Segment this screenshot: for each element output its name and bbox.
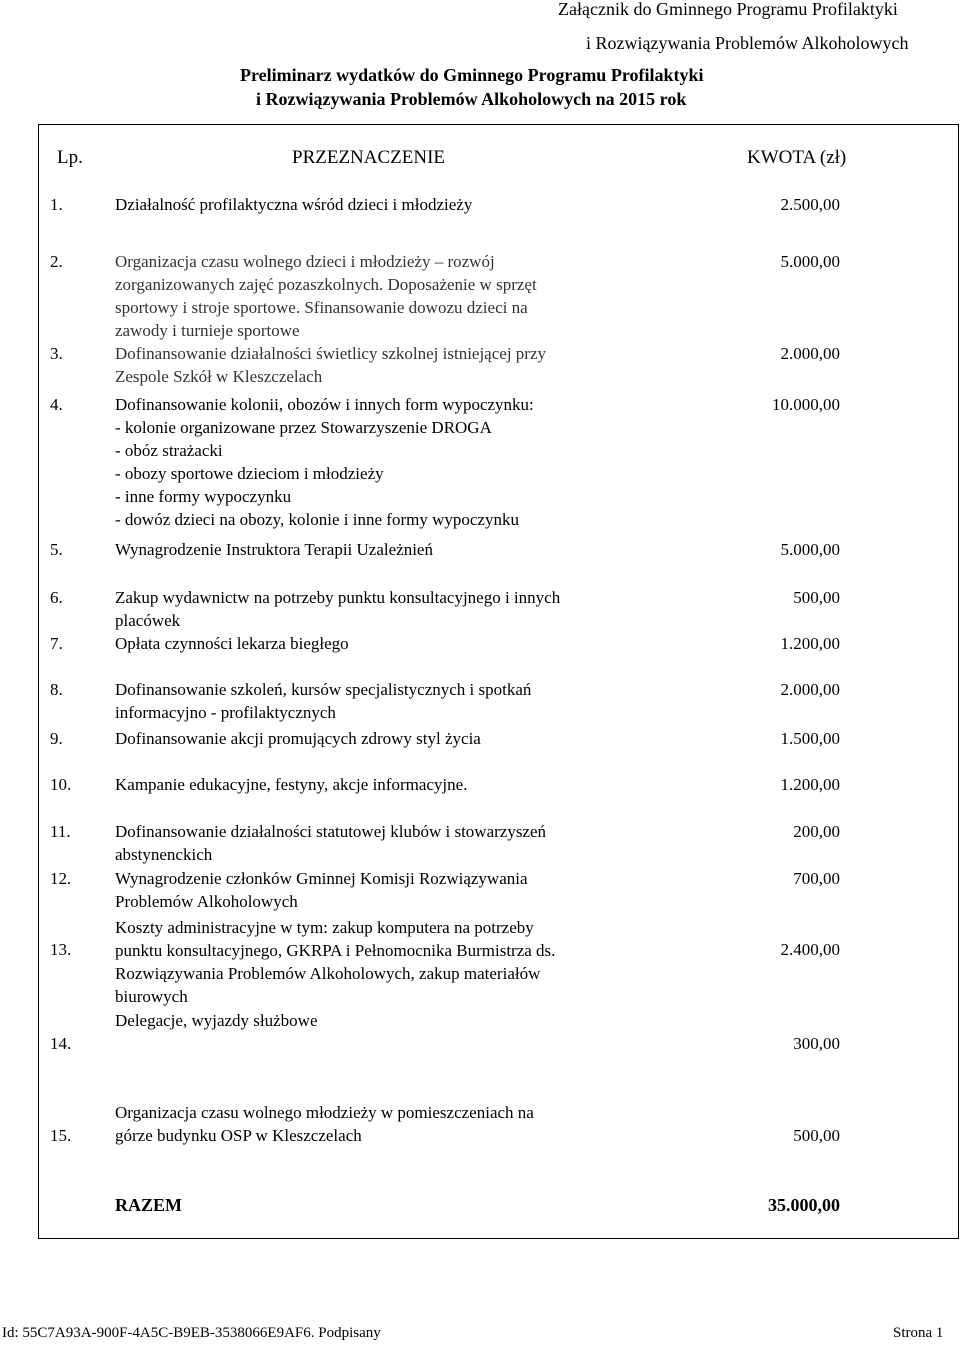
title-line-1: Preliminarz wydatków do Gminnego Programu Profilaktyki xyxy=(240,65,704,85)
row-number: 10. xyxy=(50,775,72,794)
row-description-line: sportowy i stroje sportowe. Sfinansowanie dowozu dzieci na xyxy=(115,298,528,317)
row-amount: 5.000,00 xyxy=(780,252,840,271)
row-description-line: Delegacje, wyjazdy służbowe xyxy=(115,1011,318,1030)
row-description-line: Dofinansowanie szkoleń, kursów specjalistycznych i spotkań xyxy=(115,680,532,699)
row-description-line: Dofinansowanie działalności świetlicy szkolnej istniejącej przy xyxy=(115,344,547,363)
row-amount: 2.500,00 xyxy=(780,195,840,214)
annex-line-2: i Rozwiązywania Problemów Alkoholowych xyxy=(586,33,909,53)
row-description-line: Problemów Alkoholowych xyxy=(115,892,298,911)
row-description-line: placówek xyxy=(115,611,181,630)
row-amount: 10.000,00 xyxy=(772,395,840,414)
row-number: 11. xyxy=(50,822,71,841)
row-amount: 2.000,00 xyxy=(780,680,840,699)
row-amount: 1.500,00 xyxy=(780,729,840,748)
row-amount: 5.000,00 xyxy=(780,540,840,559)
row-description-line: Wynagrodzenie Instruktora Terapii Uzależnień xyxy=(115,540,433,559)
row-number: 6. xyxy=(50,588,63,607)
row-amount: 500,00 xyxy=(793,588,840,607)
header-lp: Lp. xyxy=(57,147,83,168)
row-description-line: - kolonie organizowane przez Stowarzyszenie DROGA xyxy=(115,418,492,437)
row-description-line: zorganizowanych zajęć pozaszkolnych. Doposażenie w sprzęt xyxy=(115,275,537,294)
header-purpose: PRZEZNACZENIE xyxy=(292,147,446,168)
row-number: 2. xyxy=(50,252,63,271)
row-description-line: biurowych xyxy=(115,987,188,1006)
row-number: 15. xyxy=(50,1126,72,1145)
row-amount: 1.200,00 xyxy=(780,634,840,653)
row-amount: 1.200,00 xyxy=(780,775,840,794)
row-description-line: Koszty administracyjne w tym: zakup komputera na potrzeby xyxy=(115,918,534,937)
row-description-line: Zakup wydawnictw na potrzeby punktu konsultacyjnego i innych xyxy=(115,588,561,607)
row-number: 14. xyxy=(50,1034,72,1053)
row-description-line: Dofinansowanie kolonii, obozów i innych form wypoczynku: xyxy=(115,395,534,414)
row-number: 8. xyxy=(50,680,63,699)
row-description-line: Działalność profilaktyczna wśród dzieci i młodzieży xyxy=(115,195,473,214)
row-description-line: Dofinansowanie akcji promujących zdrowy styl życia xyxy=(115,729,481,748)
row-amount: 2.400,00 xyxy=(780,940,840,959)
document-id: Id: 55C7A93A-900F-4A5C-B9EB-3538066E9AF6. Podpisany xyxy=(2,1325,381,1341)
row-description-line: - inne formy wypoczynku xyxy=(115,487,292,506)
row-description-line: górze budynku OSP w Kleszczelach xyxy=(115,1126,362,1145)
row-number: 4. xyxy=(50,395,63,414)
row-description-line: Organizacja czasu wolnego dzieci i młodzieży – rozwój xyxy=(115,252,495,271)
row-description-line: - obozy sportowe dzieciom i młodzieży xyxy=(115,464,384,483)
annex-line-1: Załącznik do Gminnego Programu Profilaktyki xyxy=(558,0,898,19)
row-amount: 200,00 xyxy=(793,822,840,841)
row-description-line: Rozwiązywania Problemów Alkoholowych, zakup materiałów xyxy=(115,964,541,983)
row-description-line: Organizacja czasu wolnego młodzieży w pomieszczeniach na xyxy=(115,1103,534,1122)
row-description-line: punktu konsultacyjnego, GKRPA i Pełnomocnika Burmistrza ds. xyxy=(115,941,556,960)
row-description-line: Kampanie edukacyjne, festyny, akcje informacyjne. xyxy=(115,775,468,794)
row-description-line: informacyjno - profilaktycznych xyxy=(115,703,336,722)
row-number: 3. xyxy=(50,344,63,363)
title-line-2: i Rozwiązywania Problemów Alkoholowych na 2015 rok xyxy=(256,89,687,109)
row-description-line: abstynenckich xyxy=(115,845,213,864)
row-number: 7. xyxy=(50,634,63,653)
row-description-line: Zespole Szkół w Kleszczelach xyxy=(115,367,323,386)
row-description-line: Opłata czynności lekarza biegłego xyxy=(115,634,349,653)
total-label: RAZEM xyxy=(115,1195,182,1215)
page-number: Strona 1 xyxy=(893,1325,944,1341)
row-description-line: - dowóz dzieci na obozy, kolonie i inne formy wypoczynku xyxy=(115,510,519,529)
row-number: 1. xyxy=(50,195,63,214)
row-description-line: zawody i turnieje sportowe xyxy=(115,321,300,340)
row-amount: 2.000,00 xyxy=(780,344,840,363)
row-amount: 300,00 xyxy=(793,1034,840,1053)
row-description-line: Wynagrodzenie członków Gminnej Komisji Rozwiązywania xyxy=(115,869,528,888)
row-number: 5. xyxy=(50,540,63,559)
row-amount: 700,00 xyxy=(793,869,840,888)
row-number: 12. xyxy=(50,869,72,888)
row-number: 9. xyxy=(50,729,63,748)
row-description-line: Dofinansowanie działalności statutowej klubów i stowarzyszeń xyxy=(115,822,547,841)
row-amount: 500,00 xyxy=(793,1126,840,1145)
row-number: 13. xyxy=(50,940,72,959)
header-amount: KWOTA (zł) xyxy=(747,147,847,168)
row-description-line: - obóz strażacki xyxy=(115,441,223,460)
total-amount: 35.000,00 xyxy=(768,1195,840,1215)
